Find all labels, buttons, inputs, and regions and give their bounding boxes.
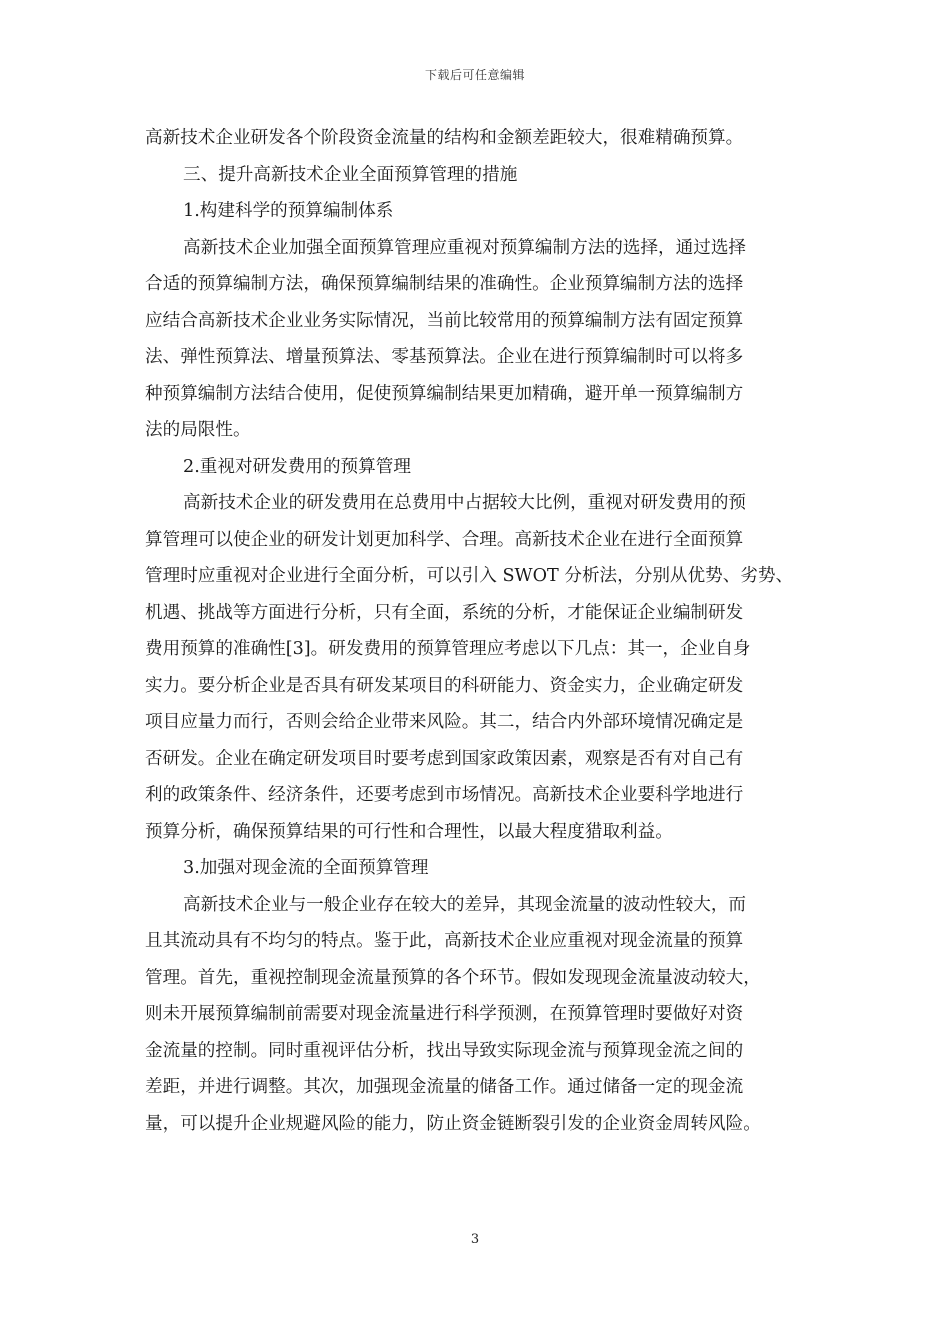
body-line: 量，可以提升企业规避风险的能力，防止资金链断裂引发的企业资金周转风险。 — [145, 1113, 761, 1134]
body-line: 否研发。企业在确定研发项目时要考虑到国家政策因素，观察是否有对自己有 — [145, 748, 744, 769]
body-line: 差距，并进行调整。其次，加强现金流量的储备工作。通过储备一定的现金流 — [145, 1077, 744, 1097]
body-line: 机遇、挑战等方面进行分析，只有全面，系统的分析，才能保证企业编制研发 — [145, 602, 744, 623]
body-line: 项目应量力而行，否则会给企业带来风险。其二，结合内外部环境情况确定是 — [145, 712, 744, 732]
body-line: 合适的预算编制方法，确保预算编制结果的准确性。企业预算编制方法的选择 — [145, 274, 744, 294]
body-line: 则未开展预算编制前需要对现金流量进行科学预测，在预算管理时要做好对资 — [145, 1004, 744, 1024]
page-header: 下载后可任意编辑 — [424, 68, 525, 82]
body-line: 利的政策条件、经济条件，还要考虑到市场情况。高新技术企业要科学地进行 — [145, 785, 744, 805]
body-line: 且其流动具有不均匀的特点。鉴于此，高新技术企业应重视对现金流量的预算 — [145, 931, 744, 951]
paragraph-first-line: 高新技术企业的研发费用在总费用中占据较大比例，重视对研发费用的预 — [183, 493, 747, 513]
body-line: 法的局限性。 — [145, 420, 251, 440]
subsection-heading: 2.重视对研发费用的预算管理 — [183, 456, 411, 477]
body-line: 费用预算的准确性[3]。研发费用的预算管理应考虑以下几点：其一，企业自身 — [145, 639, 751, 659]
page-number: 3 — [470, 1232, 480, 1247]
body-line: 实力。要分析企业是否具有研发某项目的科研能力、资金实力，企业确定研发 — [145, 675, 744, 696]
body-line: 应结合高新技术企业业务实际情况，当前比较常用的预算编制方法有固定预算 — [145, 310, 744, 331]
subsection-heading: 1.构建科学的预算编制体系 — [183, 201, 394, 221]
body-line: 种预算编制方法结合使用，促使预算编制结果更加精确，避开单一预算编制方 — [145, 383, 744, 404]
body-line: 法、弹性预算法、增量预算法、零基预算法。企业在进行预算编制时可以将多 — [145, 347, 744, 367]
paragraph-first-line: 高新技术企业加强全面预算管理应重视对预算编制方法的选择，通过选择 — [183, 237, 747, 258]
body-line: 算管理可以使企业的研发计划更加科学、合理。高新技术企业在进行全面预算 — [145, 529, 744, 550]
paragraph-first-line: 高新技术企业与一般企业存在较大的差异，其现金流量的波动性较大，而 — [183, 894, 747, 915]
subsection-heading: 3.加强对现金流的全面预算管理 — [183, 858, 429, 878]
body-line: 预算分析，确保预算结果的可行性和合理性，以最大程度猎取利益。 — [145, 821, 673, 842]
document-body — [145, 120, 809, 1142]
body-line: 管理时应重视对企业进行全面分析，可以引入 SWOT 分析法，分别从优势、劣势、 — [145, 566, 794, 586]
body-line: 金流量的控制。同时重视评估分析，找出导致实际现金流与预算现金流之间的 — [145, 1040, 744, 1061]
body-line: 管理。首先，重视控制现金流量预算的各个环节。假如发现现金流量波动较大， — [145, 967, 761, 988]
body-line: 高新技术企业研发各个阶段资金流量的结构和金额差距较大，很难精确预算。 — [145, 128, 744, 148]
section-heading: 三、提升高新技术企业全面预算管理的措施 — [183, 164, 518, 185]
